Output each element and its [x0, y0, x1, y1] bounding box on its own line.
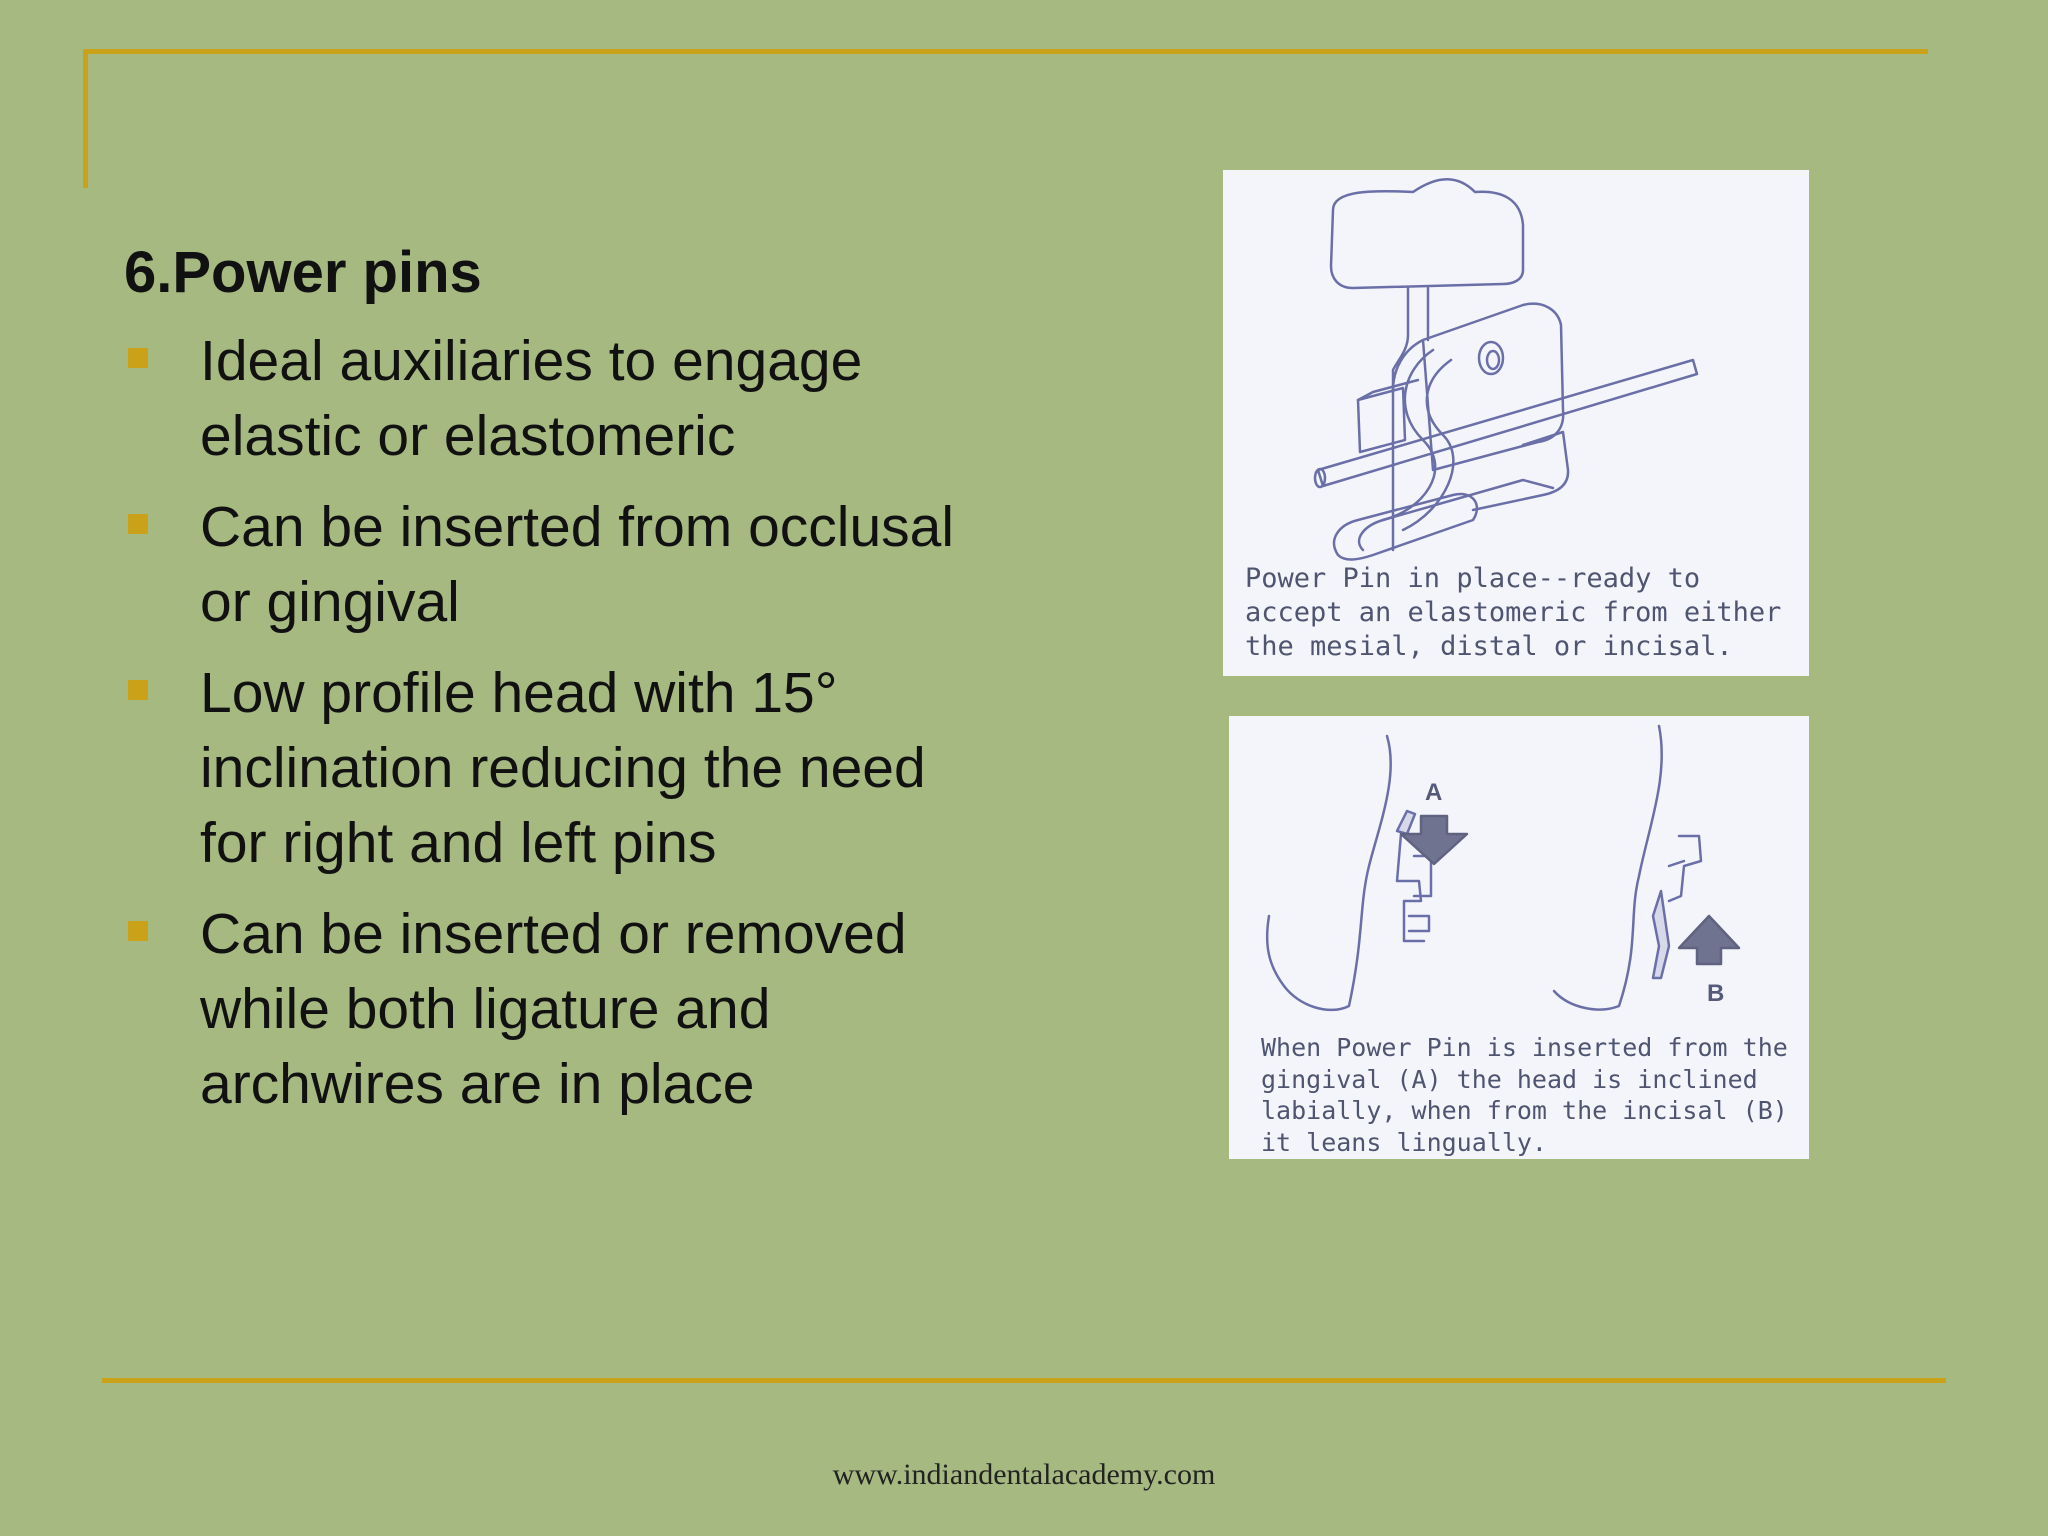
square-bullet-icon: [128, 921, 148, 941]
bullet-text: Low profile head with 15° inclination reducing the need for right and left pins: [200, 661, 926, 875]
bullet-item: [124, 656, 1004, 881]
square-bullet-icon: [128, 514, 148, 534]
top-figure-caption: Power Pin in place--ready to accept an elastomeric from either the mesial, distal or incisal.: [1245, 563, 1782, 662]
square-bullet-icon: [128, 680, 148, 700]
square-bullet-icon: [128, 348, 148, 368]
bullet-text: Ideal auxiliaries to engage elastic or elastomeric: [200, 329, 863, 468]
frame-bottom-line: [102, 1378, 1946, 1383]
arrow-a-label: A: [1425, 779, 1443, 806]
slide-heading: 6.Power pins: [124, 240, 482, 305]
power-pin-in-place-figure: [1223, 170, 1809, 676]
frame-top-line: [83, 49, 1928, 54]
arrow-b-label: B: [1707, 980, 1725, 1007]
bullet-list: [124, 324, 1004, 1138]
bottom-figure-caption: When Power Pin is inserted from the gingival (A) the head is inclined labially, when from the incisal (B) it leans lingually.: [1261, 1033, 1788, 1157]
bullet-item: [124, 897, 1004, 1122]
bullet-item: [124, 324, 1004, 474]
frame-left-line: [83, 49, 88, 188]
power-pin-insertion-figure: [1229, 716, 1809, 1159]
bullet-text: Can be inserted or removed while both ligature and archwires are in place: [200, 902, 907, 1116]
tooth-insertion-drawing: [1229, 716, 1809, 1026]
bullet-item: [124, 490, 1004, 640]
footer-url: www.indiandentalacademy.com: [832, 1458, 1216, 1491]
bullet-text: Can be inserted from occlusal or gingival: [200, 495, 955, 634]
power-pin-bracket-drawing: [1223, 170, 1809, 570]
